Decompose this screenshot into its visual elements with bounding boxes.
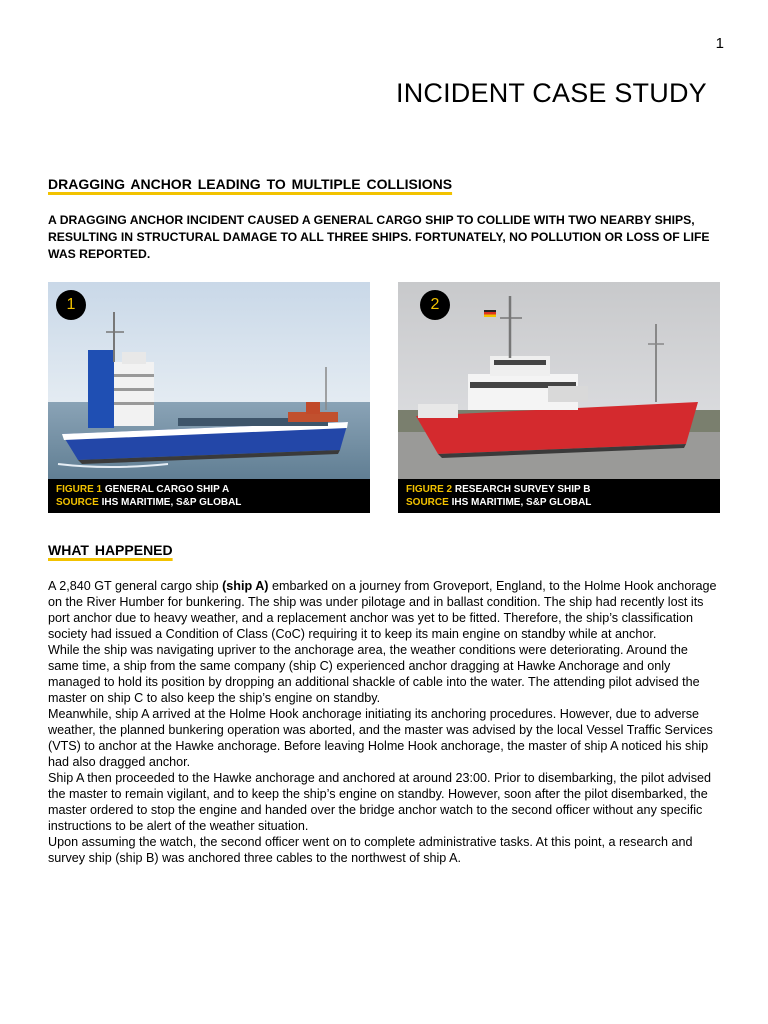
paragraph-5: Upon assuming the watch, the second officer went on to complete administrative tasks. At this point, a research and survey ship (ship B) was anchored three cables to the northwest of ship A. — [48, 835, 693, 865]
document-title: INCIDENT CASE STUDY — [396, 78, 707, 108]
paragraph-4: Ship A then proceeded to the Hawke anchorage and anchored at around 23:00. Prior to disembarking, the pilot advised the master to remain vigilant, and to keep the ship’s engine on standby. However, soon after the pilot disembarked, the master ordered to stop the engine and handed over the bridge anchor watch to the second officer without any specific instructions to be alert of the weather situation. — [48, 771, 712, 833]
figure-2-caption — [398, 479, 720, 513]
figure-1-label: FIGURE 1 — [56, 484, 103, 495]
figure-1 — [48, 282, 370, 513]
what-happened-body — [48, 578, 720, 866]
figure-2 — [398, 282, 720, 513]
paragraph-1-bold: (ship A) — [222, 579, 269, 593]
figure-1-source: IHS MARITIME, S&P GLOBAL — [101, 497, 242, 508]
figure-1-caption-text: GENERAL CARGO SHIP A — [104, 484, 230, 495]
paragraph-1-start: A 2,840 GT general cargo ship — [48, 579, 223, 593]
figure-1-source-label: SOURCE — [56, 497, 99, 508]
figure-2-label: FIGURE 2 — [406, 484, 453, 495]
figure-1-caption — [48, 479, 370, 513]
paragraph-1 — [48, 578, 720, 642]
figure-2-source-label: SOURCE — [406, 497, 449, 508]
paragraph-1-end: embarked on a journey from Groveport, England, to the Holme Hook anchorage on the River Humber for bunkering. The ship was under pilotage and in ballast condition. The ship had recently lost its port anchor due to heavy weather, and a replacement anchor was yet to be fitted. Therefore, the ship’s classification society had issued a Condition of Class (CoC) requiring it to keep its main engine on standby while at anchor. — [48, 579, 717, 641]
what-happened-heading: WHAT HAPPENED — [48, 542, 173, 558]
paragraph-2: While the ship was navigating upriver to the anchorage area, the weather conditions were deteriorating. Around the same time, a ship from the same company (ship C) experienced anchor dragging at Hawke Anchorage and only managed to hold its position by dropping an additional shackle of cable into the water. The attending pilot advised the master on ship C to also keep the ship’s engine on standby. — [48, 643, 700, 705]
case-summary: A DRAGGING ANCHOR INCIDENT CAUSED A GENERAL CARGO SHIP TO COLLIDE WITH TWO NEARBY SHIPS, RESULTING IN STRUCTURAL DAMAGE TO ALL THREE SHIPS. FORTUNATELY, NO POLLUTION OR LOSS OF LIFE WAS REPORTED. — [48, 213, 710, 261]
figure-1-number-badge: 1 — [56, 290, 86, 320]
page-number: 1 — [715, 35, 724, 52]
figure-2-source: IHS MARITIME, S&P GLOBAL — [451, 497, 592, 508]
case-heading: DRAGGING ANCHOR LEADING TO MULTIPLE COLLISIONS — [48, 176, 453, 192]
paragraph-3: Meanwhile, ship A arrived at the Holme Hook anchorage initiating its anchoring procedures. However, due to adverse weather, the planned bunkering operation was aborted, and the master was advised by the local Vessel Traffic Services (VTS) to anchor at the Hawke anchorage. Before leaving Holme Hook anchorage, the master of ship A noticed his ship had also dragged anchor. — [48, 707, 713, 769]
figure-2-number-badge: 2 — [420, 290, 450, 320]
figure-2-caption-text: RESEARCH SURVEY SHIP B — [454, 484, 591, 495]
